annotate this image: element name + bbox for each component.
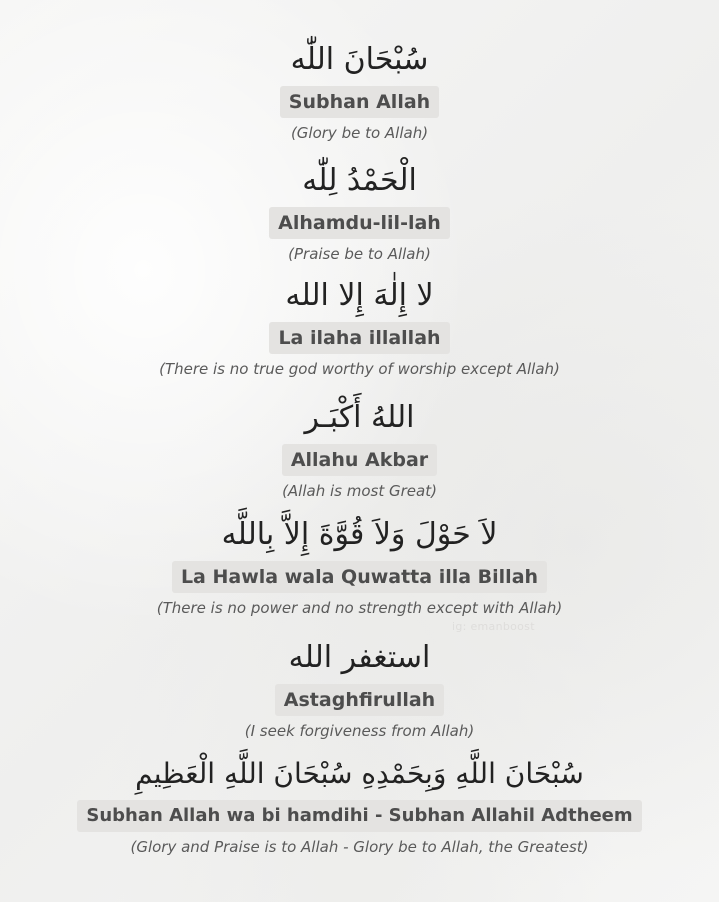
meaning-text: (There is no power and no strength except with Allah) — [156, 599, 563, 617]
transliteration-label: Allahu Akbar — [282, 444, 437, 476]
transliteration-label: Astaghfirullah — [275, 684, 444, 716]
transliteration-label: La Hawla wala Quwatta illa Billah — [172, 561, 547, 593]
dhikr-la-ilaha-illallah — [0, 276, 719, 380]
arabic-text: سُبْحَانَ اللّٰه — [290, 42, 429, 77]
transliteration-label: Subhan Allah — [280, 86, 439, 118]
arabic-text: لا إِلٰهَ إِلا الله — [285, 278, 434, 313]
meaning-text: (Glory be to Allah) — [290, 124, 429, 142]
arabic-text: سُبْحَانَ اللَّهِ وَبِحَمْدِهِ سُبْحَانَ اللَّهِ الْعَظِيمِ — [135, 757, 584, 790]
dhikr-subhan-allah-wa-bihamdihi — [0, 754, 719, 858]
meaning-text: (I seek forgiveness from Allah) — [244, 722, 475, 740]
meaning-text: (There is no true god worthy of worship except Allah) — [159, 360, 560, 378]
dhikr-allahu-akbar — [0, 398, 719, 502]
arabic-text: اللهُ أَكْبَـر — [304, 400, 415, 435]
dhikr-astaghfirullah — [0, 638, 719, 742]
meaning-text: (Praise be to Allah) — [288, 245, 431, 263]
dhikr-subhan-allah — [0, 40, 719, 144]
transliteration-label: Subhan Allah wa bi hamdihi - Subhan Allahil Adtheem — [77, 800, 641, 832]
dhikr-la-hawla — [0, 515, 719, 619]
meaning-text: (Glory and Praise is to Allah - Glory be to Allah, the Greatest) — [130, 838, 589, 856]
arabic-text: لاَ حَوْلَ وَلاَ قُوَّةَ إِلاَّ بِاللَّه — [221, 517, 498, 552]
transliteration-label: Alhamdu-lil-lah — [269, 207, 450, 239]
watermark-text: ig: emanboost — [452, 620, 535, 633]
arabic-text: استغفر الله — [288, 640, 431, 675]
meaning-text: (Allah is most Great) — [282, 482, 437, 500]
transliteration-label: La ilaha illallah — [269, 322, 449, 354]
arabic-text: الْحَمْدُ لِلّٰه — [302, 163, 417, 198]
dhikr-alhamdulillah — [0, 161, 719, 265]
